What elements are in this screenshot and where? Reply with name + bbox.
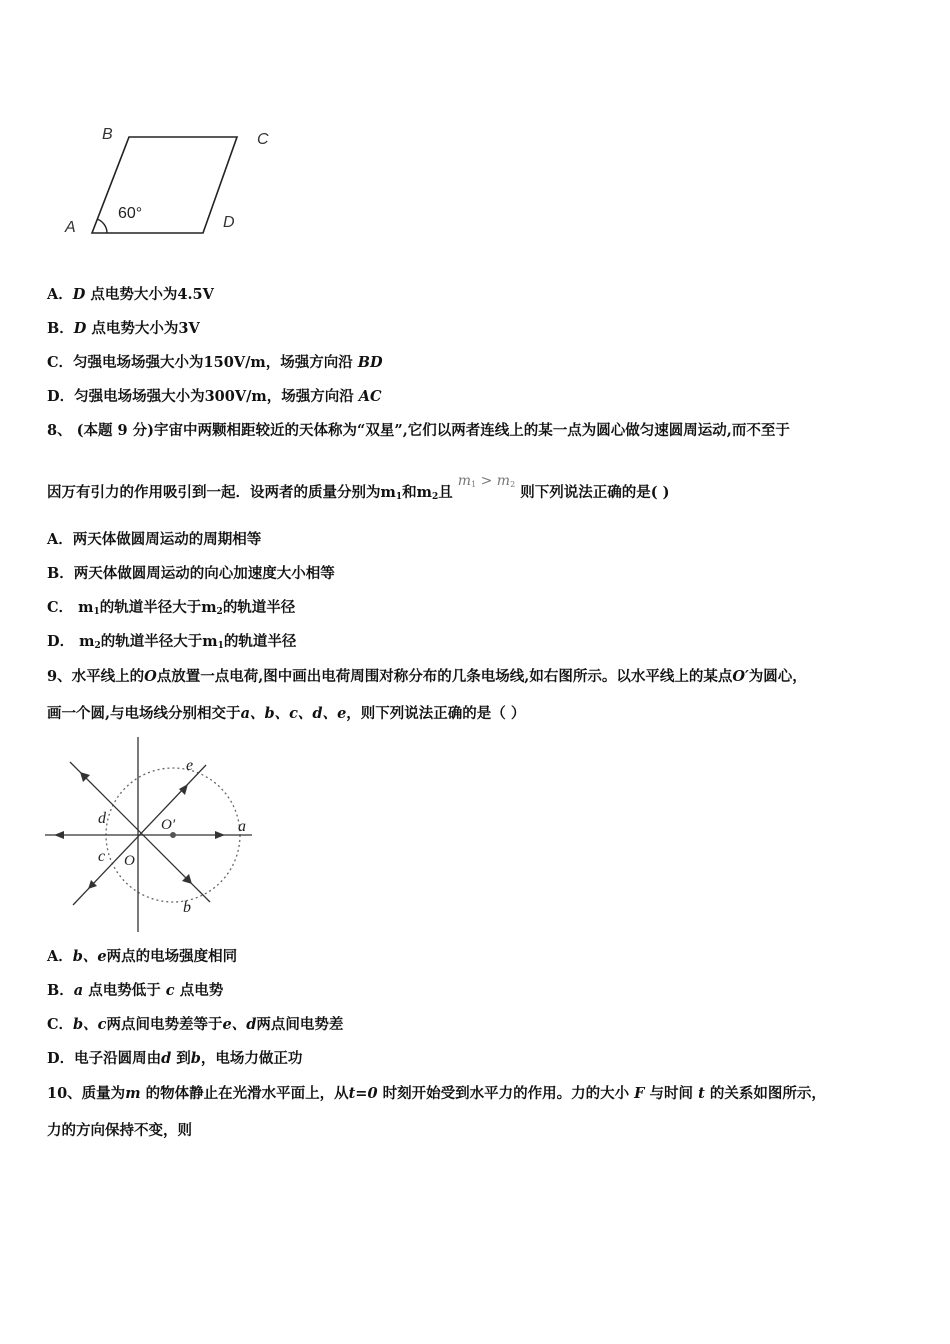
arrow-toward-e <box>179 784 188 795</box>
arrow-left <box>54 831 64 839</box>
fig-label-a: a <box>238 818 246 835</box>
q9-stem-line2: 画一个圆,与电场线分别相交于a、b、c、d、e，则下列说法正确的是（ ） <box>47 705 526 722</box>
q9-option-d: D．电子沿圆周由d 到b，电场力做正功 <box>47 1050 303 1067</box>
q8-option-a: A．两天体做圆周运动的周期相等 <box>47 531 262 548</box>
q7-option-d: D．匀强电场场强大小为300V/m，场强方向沿 AC <box>47 388 382 405</box>
label-a: A <box>65 219 76 236</box>
q9-option-c: C．b、c两点间电势差等于e、d两点间电势差 <box>47 1016 344 1033</box>
label-c: C <box>257 131 269 148</box>
q10-stem-line2: 力的方向保持不变，则 <box>47 1122 192 1139</box>
label-b: B <box>102 126 113 143</box>
q9-option-b: B．a 点电势低于 c 点电势 <box>47 982 224 999</box>
fig-label-b: b <box>183 899 191 916</box>
q9-option-a: A．b、e两点的电场强度相同 <box>47 948 238 965</box>
q8-stem-line2: 因万有引力的作用吸引到一起．设两者的质量分别为$m_1$和$m_2$且 $m_1 > m_2$ 则下列说法正确的是( ) <box>47 473 670 502</box>
angle-arc <box>97 219 107 233</box>
fig-label-d: d <box>98 810 106 827</box>
fig-label-o: O <box>124 853 135 869</box>
label-angle: 60° <box>118 205 143 222</box>
q7-option-b: B．D 点电势大小为3V <box>47 320 200 337</box>
q8-option-d: D． $m_2$的轨道半径大于$m_1$的轨道半径 <box>47 633 297 651</box>
fig-label-e: e <box>186 757 194 774</box>
label-d: D <box>223 214 235 231</box>
q7-option-a: A．D 点电势大小为4.5V <box>47 286 214 303</box>
q8-stem-line1: 8、 (本题 9 分)宇宙中两颗相距较近的天体称为“双星”,它们以两者连线上的某一点为圆心做匀速圆周运动,而不至于 <box>47 422 790 439</box>
q8-option-b: B．两天体做圆周运动的向心加速度大小相等 <box>47 565 335 582</box>
q7-option-c: C．匀强电场场强大小为150V/m，场强方向沿 BD <box>47 354 383 371</box>
fig-label-c: c <box>98 848 106 865</box>
fig-label-o-prime: O′ <box>161 817 176 833</box>
arrow-right <box>215 831 225 839</box>
parallelogram-figure <box>55 115 285 250</box>
parallelogram-shape <box>92 137 237 233</box>
q8-option-c: C． $m_1$的轨道半径大于$m_2$的轨道半径 <box>47 599 296 617</box>
field-lines-figure <box>40 732 270 937</box>
q10-stem-line1: 10、质量为m 的物体静止在光滑水平面上，从t=0 时刻开始受到水平力的作用。力的大小 F 与时间 t 的关系如图所示， <box>47 1085 826 1102</box>
q8-formula: $m_1 > m_2$ <box>457 473 516 489</box>
q9-stem-line1: 9、水平线上的O点放置一点电荷,图中画出电荷周围对称分布的几条电场线,如右图所示。以水平线上的某点O′为圆心， <box>47 668 807 685</box>
